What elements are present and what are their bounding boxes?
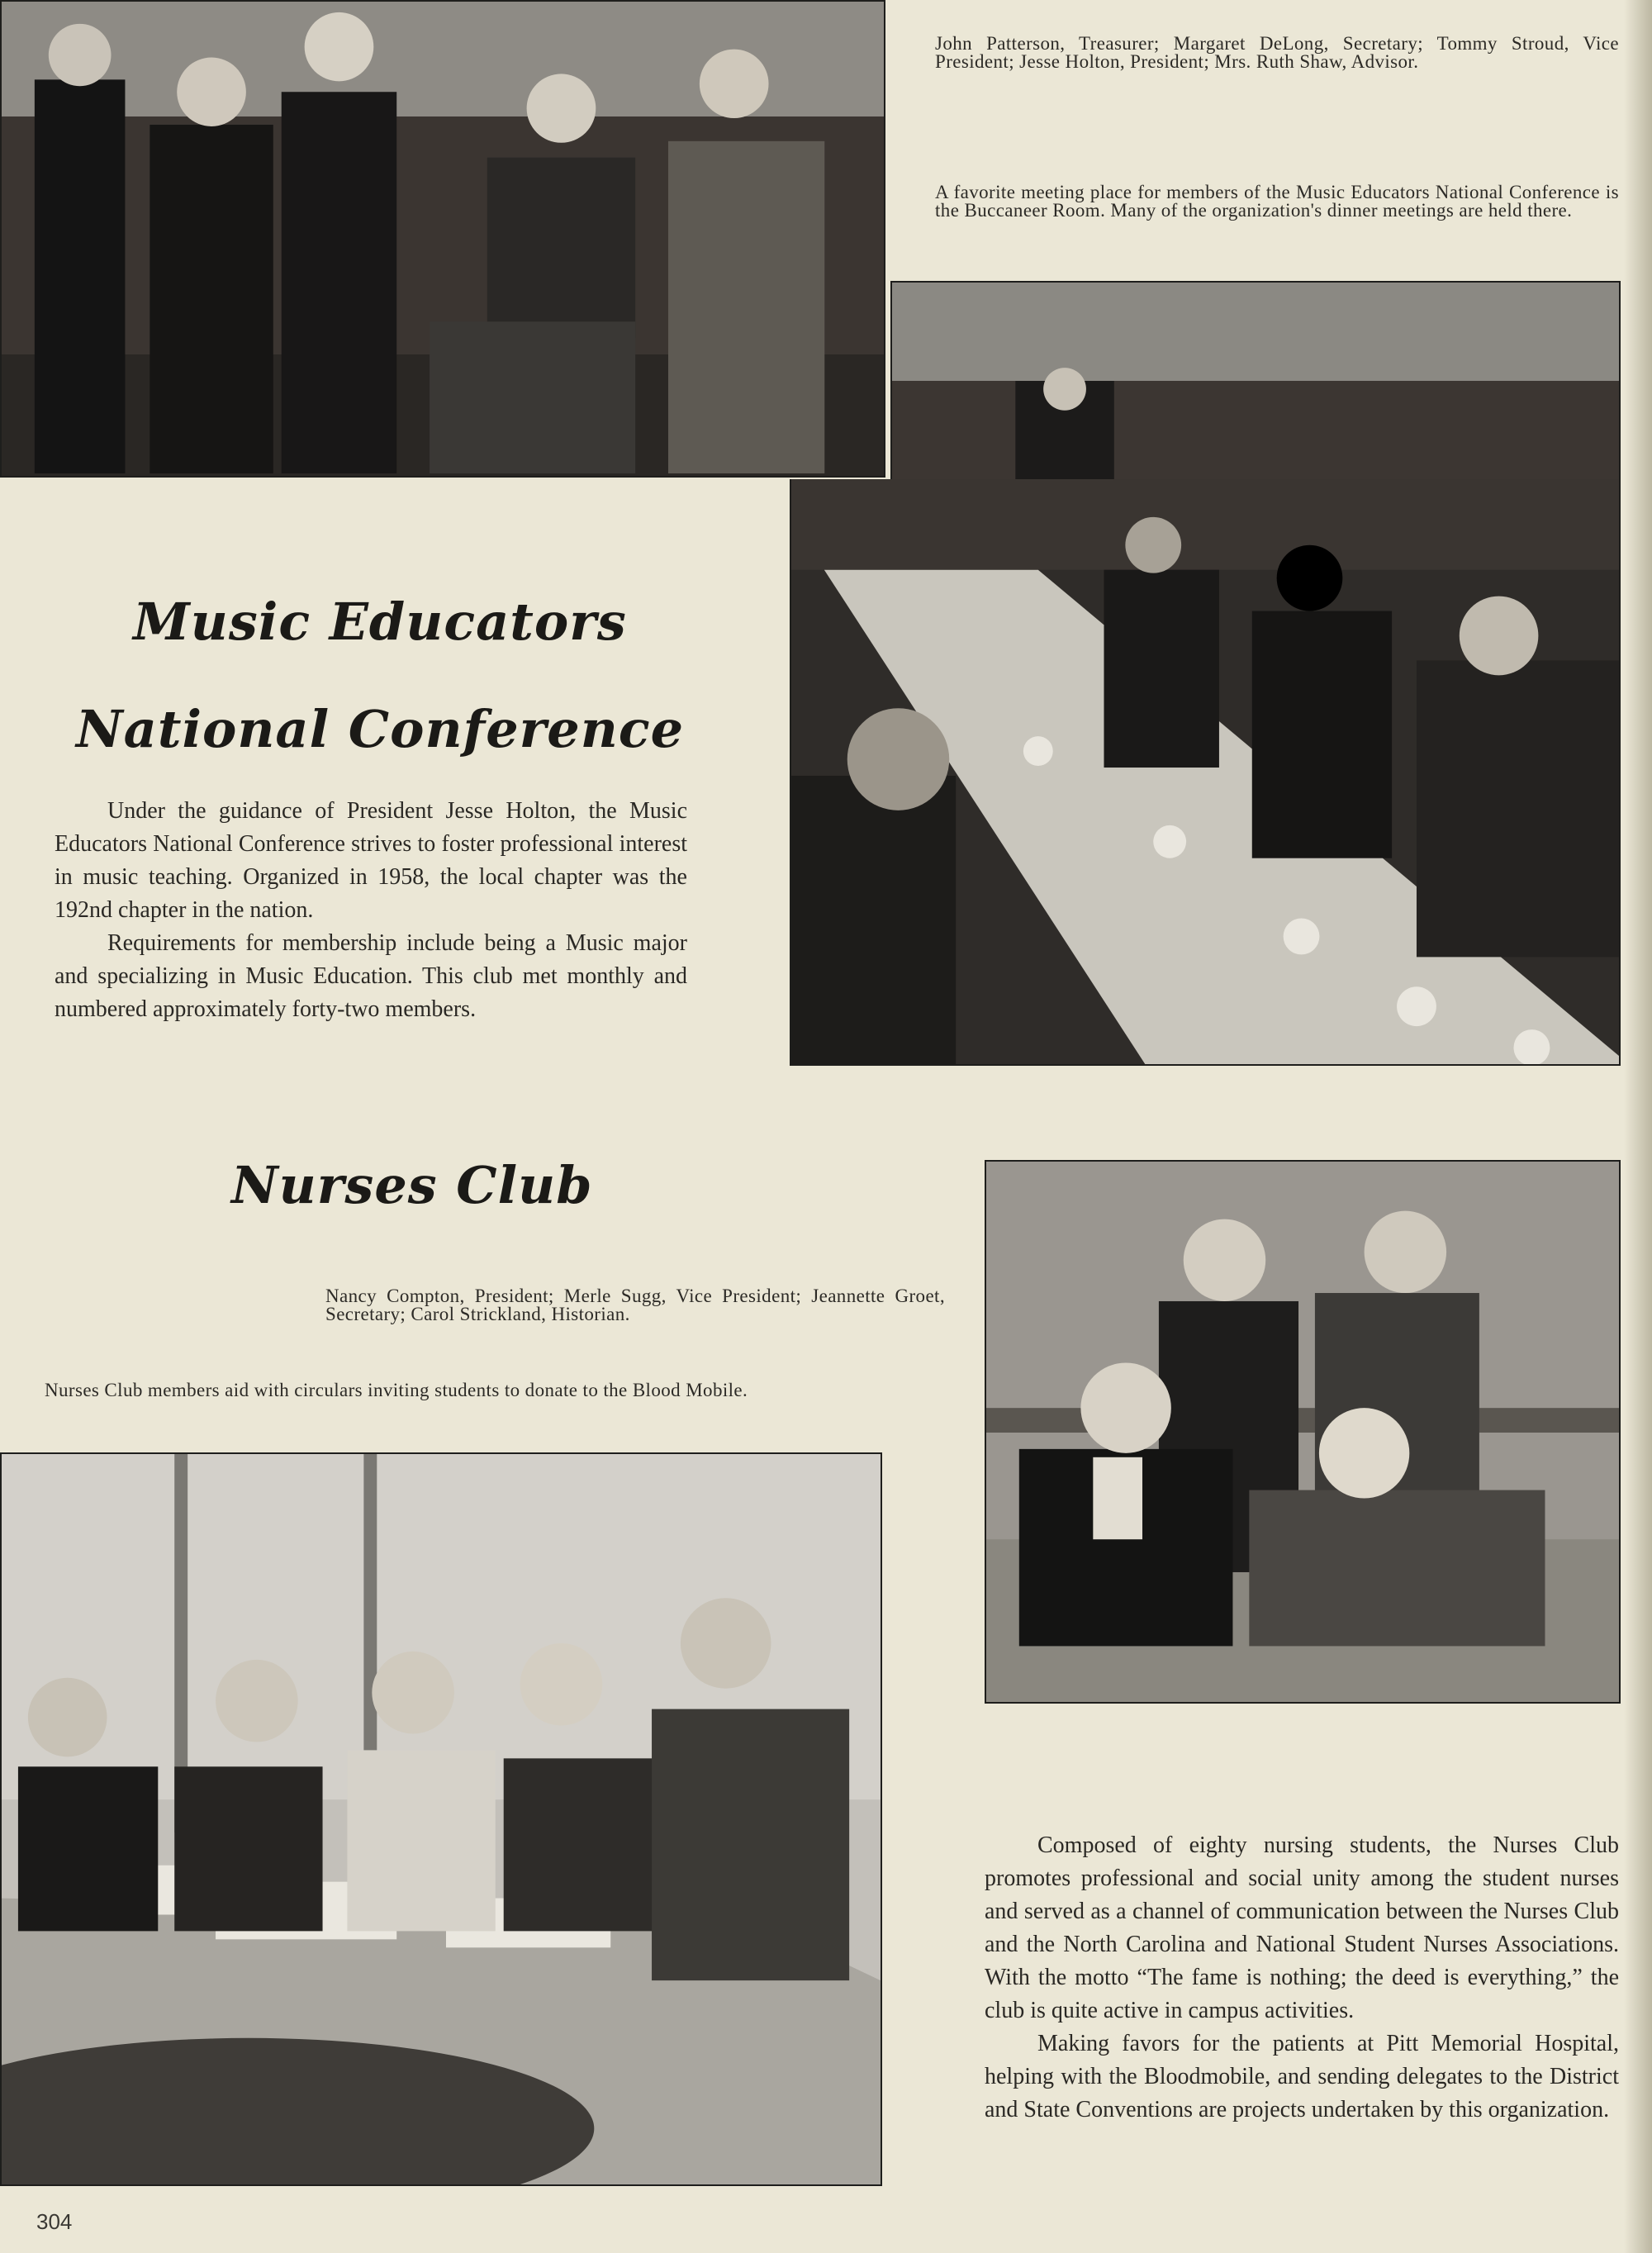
- music-educators-officers-photo: [0, 0, 885, 478]
- page-number: 304: [36, 2209, 73, 2234]
- officers-caption: John Patterson, Treasurer; Margaret DeLong, Secretary; Tommy Stroud, Vice President; Jesse Holton, President; Mrs. Ruth Shaw, Advisor.: [935, 33, 1619, 72]
- nurses-club-title: Nurses Club: [231, 1155, 593, 1215]
- music-educators-title-line1: Music Educators: [133, 592, 627, 652]
- meeting-caption: A favorite meeting place for members of the Music Educators National Conference is the Buccaneer Room. Many of the organization's dinner meetings are held there.: [935, 182, 1619, 221]
- dinner-table-photo: [790, 479, 1621, 1066]
- buccaneer-room-dinner-photo: [890, 281, 1621, 479]
- nurses-club-body: [985, 1829, 1619, 2127]
- nurses-club-officers-photo: [985, 1160, 1621, 1704]
- music-educators-title-line2: National Conference: [75, 699, 685, 759]
- music-educators-paragraph-1: Under the guidance of President Jesse Holton, the Music Educators National Conference strives to foster professional interest in music teaching. Organized in 1958, the local chapter was the 192nd chapter in the nation.: [55, 798, 687, 923]
- nurses-paragraph-2: Making favors for the patients at Pitt Memorial Hospital, helping with the Bloodmobile, and sending delegates to the District and State Conventions are projects undertaken by this organization.: [985, 2031, 1619, 2122]
- music-educators-body: [55, 795, 687, 1026]
- nurses-circulars-photo: [0, 1452, 882, 2186]
- page-gutter-shadow: [1624, 0, 1652, 2253]
- music-educators-paragraph-2: Requirements for membership include being a Music major and specializing in Music Education. This club met monthly and numbered approximately forty-two members.: [55, 930, 687, 1022]
- nurses-paragraph-1: Composed of eighty nursing students, the Nurses Club promotes professional and social unity among the student nurses and served as a channel of communication between the Nurses Club and the North Carolina and National Student Nurses Associations. With the motto “The fame is nothing; the deed is everything,” the club is quite active in campus activities.: [985, 1832, 1619, 2023]
- nurses-officers-caption: Nancy Compton, President; Merle Sugg, Vice President; Jeannette Groet, Secretary; Carol Strickland, Historian.: [325, 1286, 945, 1324]
- nurses-circulars-caption: Nurses Club members aid with circulars inviting students to donate to the Blood Mobile.: [45, 1380, 748, 1400]
